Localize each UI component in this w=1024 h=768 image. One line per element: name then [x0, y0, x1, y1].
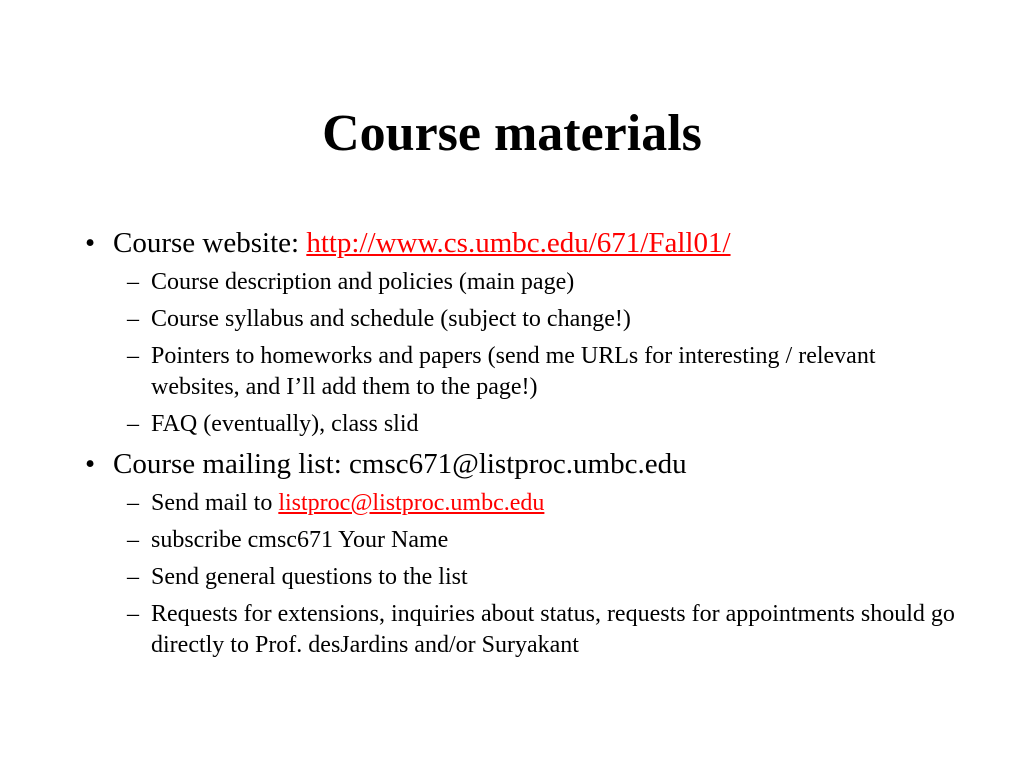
sub-item: [113, 525, 955, 556]
bullet-list: [85, 225, 955, 667]
dash-icon: –: [127, 306, 139, 332]
bullet-icon: •: [85, 227, 96, 259]
bullet-item-course-website: [85, 225, 955, 440]
sub-item-text: Requests for extensions, inquiries about status, requests for appointments should go directly to Prof. desJardins and/or Suryakant: [151, 601, 955, 658]
dash-icon: –: [127, 269, 139, 295]
dash-icon: –: [127, 564, 139, 590]
sub-item: [113, 599, 955, 661]
sub-item-text: Send general questions to the list: [151, 564, 468, 590]
sub-list: [113, 488, 955, 661]
bullet-text: Course website:: [113, 227, 307, 259]
bullet-text: Course mailing list: cmsc671@listproc.umbc.edu: [113, 448, 687, 480]
sub-item-text: FAQ (eventually), class slid: [151, 411, 419, 437]
sub-item-text: subscribe cmsc671 Your Name: [151, 527, 449, 553]
bullet-item-mailing-list: [85, 446, 955, 661]
dash-icon: –: [127, 343, 139, 369]
sub-list: [113, 267, 955, 440]
dash-icon: –: [127, 601, 139, 627]
sub-item: [113, 562, 955, 593]
dash-icon: –: [127, 490, 139, 516]
slide-title: Course materials: [322, 105, 702, 162]
sub-item: [113, 409, 955, 440]
sub-item: [113, 304, 955, 335]
dash-icon: –: [127, 411, 139, 437]
bullet-icon: •: [85, 448, 96, 480]
sub-item-text: Send mail to: [151, 490, 279, 516]
sub-item-text: Pointers to homeworks and papers (send me URLs for interesting / relevant websites, and I’ll add them to the page!): [151, 343, 876, 400]
sub-item-text: Course description and policies (main page): [151, 269, 575, 295]
course-website-link[interactable]: http://www.cs.umbc.edu/671/Fall01/: [306, 227, 731, 259]
sub-item: [113, 341, 955, 403]
sub-item-text: Course syllabus and schedule (subject to change!): [151, 306, 631, 332]
dash-icon: –: [127, 527, 139, 553]
listproc-email-link[interactable]: listproc@listproc.umbc.edu: [278, 490, 545, 516]
sub-item: [113, 488, 955, 519]
sub-item: [113, 267, 955, 298]
